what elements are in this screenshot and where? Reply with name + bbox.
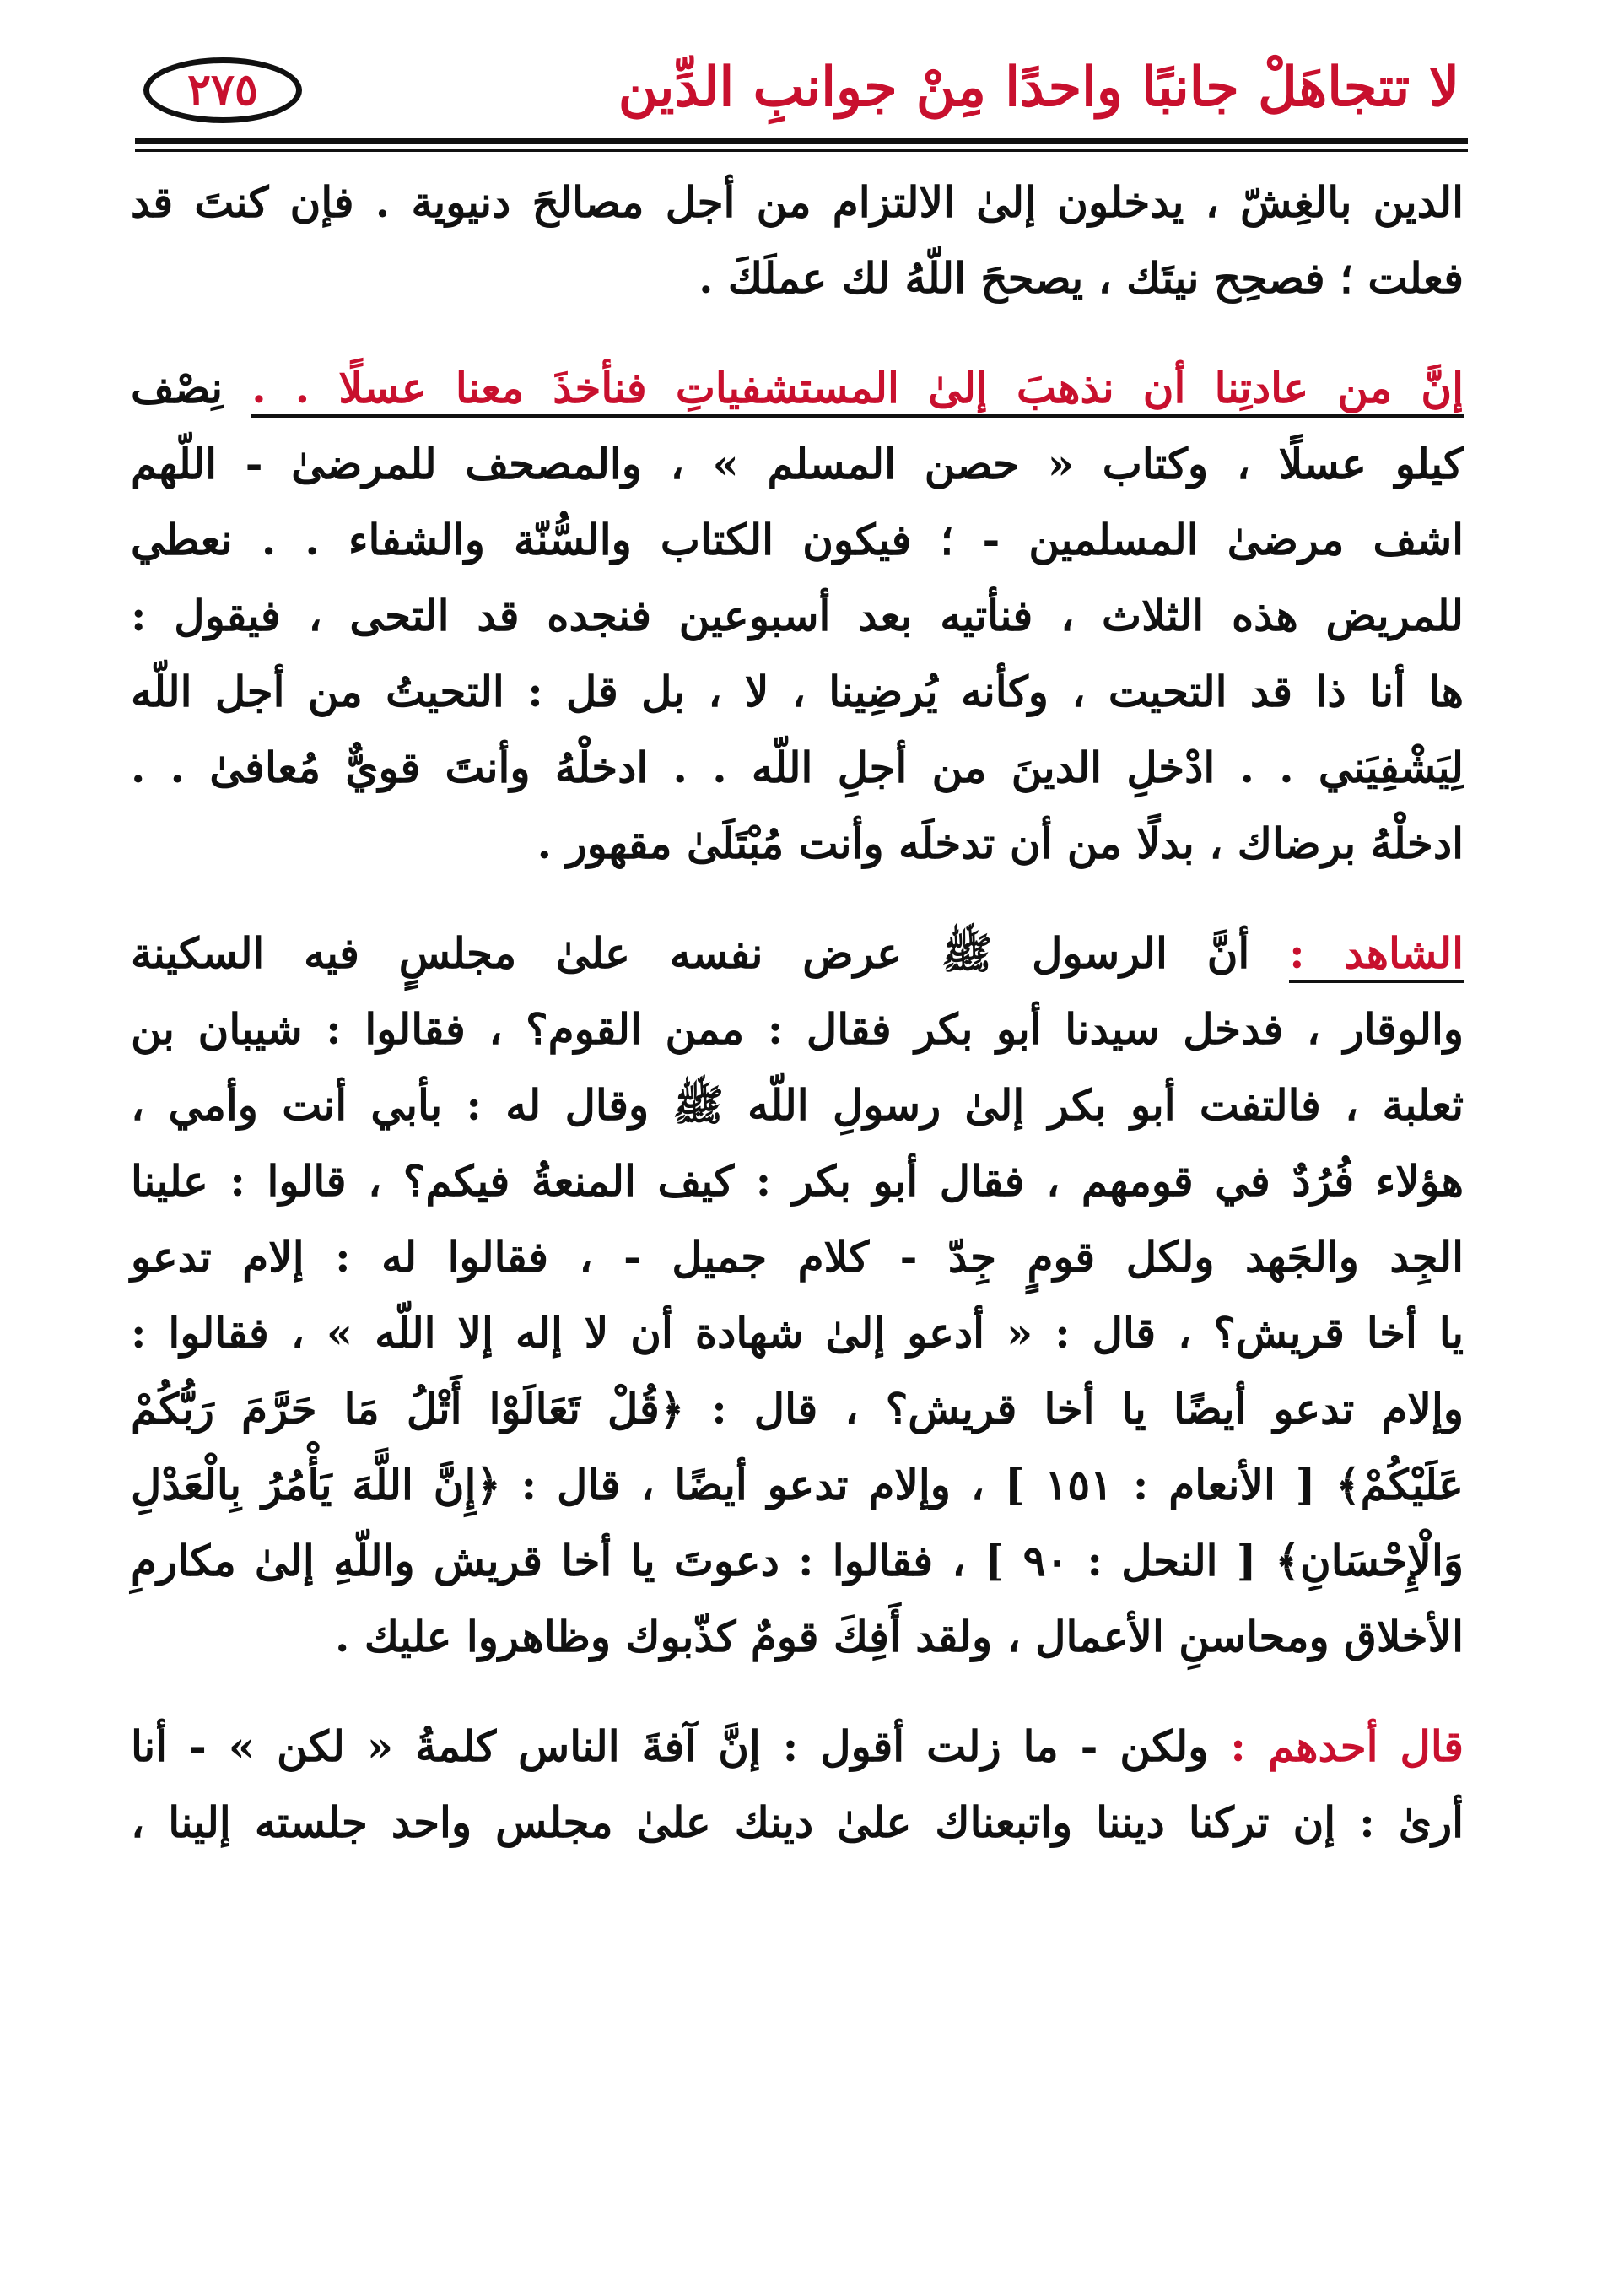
text-line: ثعلبة ، فالتفت أبو بكر إلىٰ رسولِ اللّه ﷺ وقال له : بأبي أنت وأمي ،: [131, 1080, 1464, 1130]
text-line-quran: وإلام تدعو أيضًا يا أخا قريش؟ ، قال : ﴿قُلْ تَعَالَوْا أَتْلُ مَا حَرَّمَ رَبُّكُمْ: [131, 1384, 1464, 1434]
page-number: ٢٧٥: [187, 64, 258, 116]
text-line: هؤلاء فُرُدٌ في قومهم ، فقال أبو بكر : كيف المنعةُ فيكم؟ ، قالوا : علينا: [131, 1156, 1464, 1206]
paragraph-heading: إنَّ من عادتِنا أن نذهبَ إلىٰ المستشفياتِ فنأخذَ معنا عسلًا . .: [251, 363, 1464, 418]
text-line-quran: وَالْإِحْسَانِ﴾ [ النحل : ٩٠ ] ، فقالوا : دعوتَ يا أخا قريش واللّهِ إلىٰ مكارمِ: [131, 1536, 1464, 1586]
text-line: فعلت ؛ فصحِح نيتَك ، يصححَ اللّهُ لك عملَكَ .: [699, 253, 1464, 303]
text-line: ها أنا ذا قد التحيت ، وكأنه يُرضِينا ، لا ، بل قل : التحيتُ من أجل اللّه: [131, 667, 1464, 716]
paragraph-4: [131, 1721, 1464, 1877]
text-line: والوقار ، فدخل سيدنا أبو بكر فقال : ممن القوم؟ ، فقالوا : شيبان بن: [131, 1004, 1464, 1054]
paragraph-2: [131, 363, 1464, 899]
header-rule-thick: [135, 138, 1468, 144]
header-rule-thin: [135, 149, 1468, 152]
heading-continuation: نِصْف: [131, 363, 252, 413]
text-line: للمريض هذه الثلاث ، فنأتيه بعد أسبوعين فنجده قد التحى ، فيقول :: [131, 591, 1464, 640]
text-line: لِيَشْفِيَني . . ادْخلِ الدينَ من أجلِ اللّه . . ادخلْهُ وأنتَ قويٌّ مُعافىٰ . .: [131, 743, 1464, 792]
paragraph-3: [131, 928, 1464, 1692]
page-number-oval: [143, 57, 302, 123]
text-line-with-heading: [131, 928, 1464, 1008]
text-line-with-heading: [131, 1721, 1464, 1802]
text-line: الأخلاق ومحاسنِ الأعمال ، ولقد أَفِكَ قومٌ كذّبوك وظاهروا عليك .: [335, 1612, 1464, 1661]
heading-continuation: أنَّ الرسول ﷺ عرض نفسه علىٰ مجلسٍ فيه السكينة: [131, 928, 1290, 978]
text-line-quran: عَلَيْكُمْ﴾ [ الأنعام : ١٥١ ] ، وإلام تدعو أيضًا ، قال : ﴿إِنَّ اللَّهَ يَأْمُرُ بِالْعَدْلِ: [131, 1460, 1464, 1510]
text-line-with-heading: [131, 363, 1464, 443]
text-line: الدين بالغِشّ ، يدخلون إلىٰ الالتزام من أجل مصالحَ دنيوية . فإن كنتَ قد: [131, 177, 1464, 227]
paragraph-heading: الشاهد :: [1289, 928, 1464, 983]
page-body: [131, 177, 1464, 1877]
running-title: لا تتجاهَلْ جانبًا واحدًا مِنْ جوانبِ الدِّين: [618, 56, 1459, 119]
paragraph-heading: قال أحدهم :: [1230, 1721, 1464, 1771]
page-header: [127, 51, 1468, 143]
text-line: أرىٰ : إن تركنا ديننا واتبعناك علىٰ دينك علىٰ مجلس واحد جلسته إلينا ،: [131, 1797, 1464, 1847]
text-line: كيلو عسلًا ، وكتاب « حصن المسلم » ، والمصحف للمرضىٰ - اللّهم: [131, 439, 1464, 489]
text-line: الجِد والجَهد ولكل قومٍ جِدّ - كلام جميل - ، فقالوا له : إلام تدعو: [131, 1232, 1464, 1282]
text-line: اشف مرضىٰ المسلمين - ؛ فيكون الكتاب والسُّنّة والشفاء . . نعطي: [131, 515, 1464, 565]
text-line: ادخلْهُ برضاك ، بدلًا من أن تدخلَه وأنت مُبْتَلَىٰ مقهور .: [537, 818, 1464, 868]
text-line: يا أخا قريش؟ ، قال : « أدعو إلىٰ شهادة أن لا إله إلا اللّه » ، فقالوا :: [131, 1308, 1464, 1358]
heading-continuation: ولكن - ما زلت أقول : إنَّ آفةَ الناس كلمةُ « لكن » - أنا: [131, 1721, 1231, 1771]
paragraph-1: [131, 177, 1464, 333]
